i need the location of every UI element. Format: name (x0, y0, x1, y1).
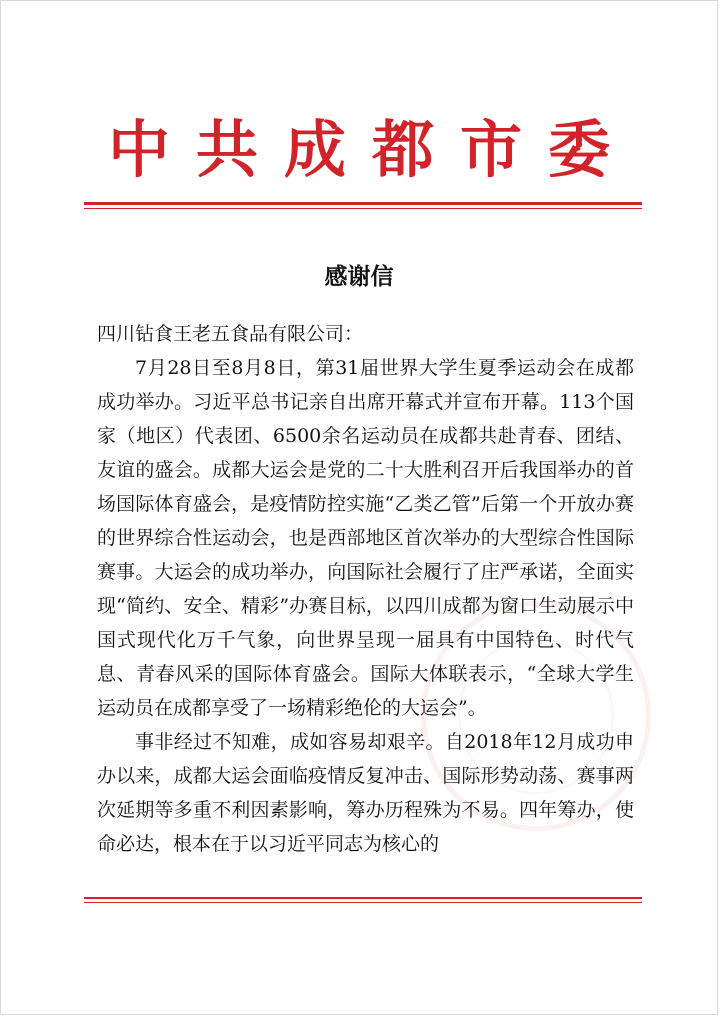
paragraph-2: 事非经过不知难，成如容易却艰辛。自2018年12月成功申办以来，成都大运会面临疫情反复冲击、国际形势动荡、赛事两次延期等多重不利因素影响，筹办历程殊为不易。四年筹办，使命必达，根本在于以习近平同志为核心的 (97, 731, 634, 855)
paragraph-1: 7月28日至8月8日，第31届世界大学生夏季运动会在成都成功举办。习近平总书记亲自出席开幕式并宣布开幕。113个国家（地区）代表团、6500余名运动员在成都共赴青春、团结、友谊的盛会。成都大运会是党的二十大胜利召开后我国举办的首场国际体育盛会，是疫情防控实施“乙类乙管”后第一个开放办赛的世界综合性运动会，也是西部地区首次举办的大型综合性国际赛事。大运会的成功举办，向国际社会履行了庄严承诺，全面实现“简约、安全、精彩”办赛目标，以四川成都为窗口生动展示中国式现代化万千气象，向世界呈现一届具有中国特色、时代气息、青春风采的国际体育盛会。国际大体联表示，“全球大学生运动员在成都享受了一场精彩绝伦的大运会”。 (97, 357, 634, 719)
letterhead-rule-thin (84, 208, 642, 209)
footer-rule-thick (84, 897, 642, 899)
letterhead-org-name: 中共成都市委 (107, 113, 636, 186)
letter-body (97, 317, 634, 861)
document-title: 感谢信 (324, 263, 394, 290)
footer-rule-thin (84, 902, 642, 903)
salutation: 四川钻食王老五食品有限公司： (97, 323, 364, 345)
letterhead-rule-thick (84, 202, 642, 205)
